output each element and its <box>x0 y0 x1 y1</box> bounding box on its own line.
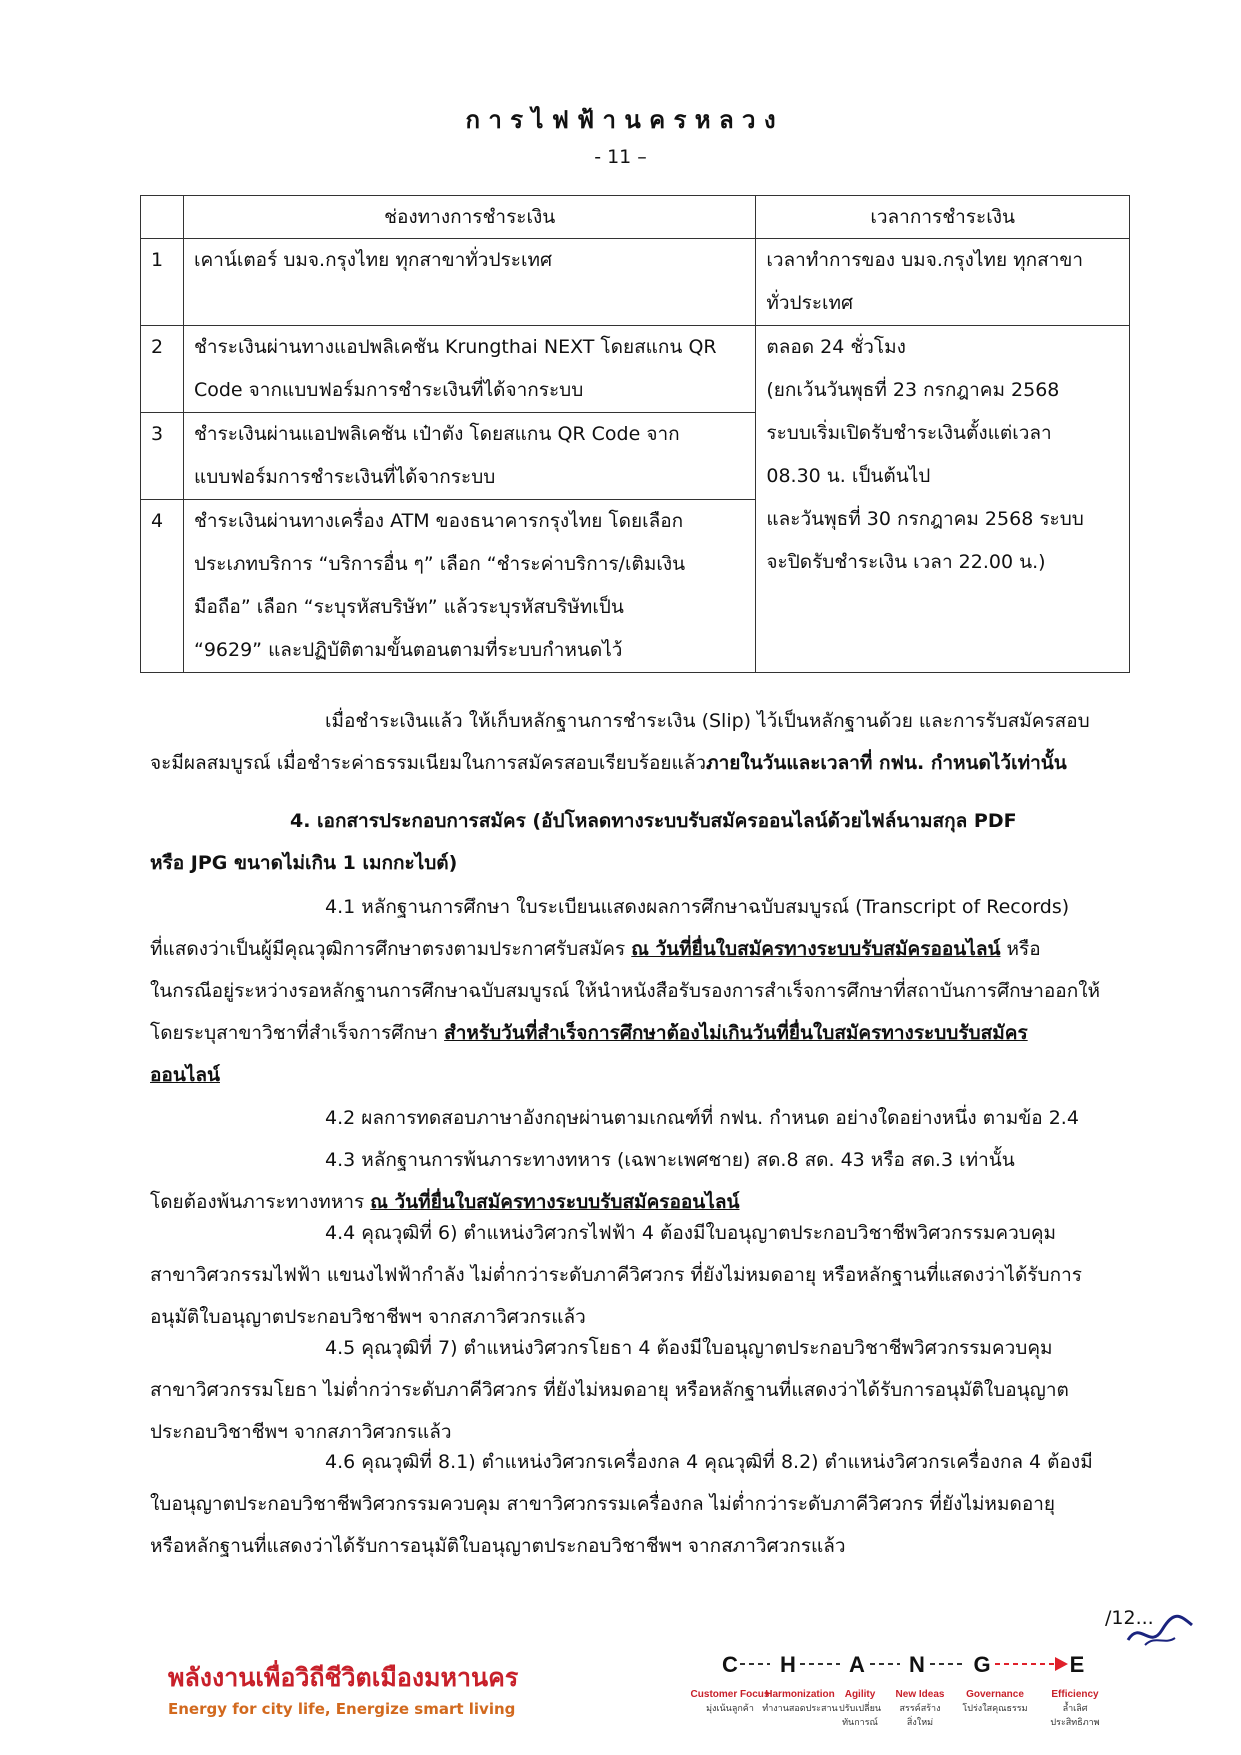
slip-paragraph <box>150 700 1160 784</box>
change-letter: H <box>780 1652 796 1677</box>
change-thai: มุ่งเน้นลูกค้า <box>706 1704 754 1714</box>
slogan-english: Energy for city life, Energize smart living <box>168 1700 516 1718</box>
table-header-no <box>141 196 184 239</box>
item-4-4 <box>150 1212 1160 1338</box>
time-line: จะปิดรับชำระเงิน เวลา 22.00 น.) <box>766 551 1046 573</box>
time-cell <box>756 239 1130 326</box>
text-line: 4.1 หลักฐานการศึกษา ใบระเบียนแสดงผลการศึกษาฉบับสมบูรณ์ (Transcript of Records) <box>325 896 1070 918</box>
change-thai: ล้ำเลิศ <box>1062 1704 1088 1714</box>
channel-cell <box>183 500 755 673</box>
change-label: Agility <box>844 1689 876 1700</box>
change-thai: ทันการณ์ <box>842 1718 878 1728</box>
section-4-heading <box>150 800 1160 884</box>
text-line: หรือหลักฐานที่แสดงว่าได้รับการอนุมัติใบอนุญาตประกอบวิชาชีพฯ จากสภาวิศวกรแล้ว <box>150 1535 846 1557</box>
change-thai: โปร่งใสคุณธรรม <box>962 1704 1028 1714</box>
channel-line: ชำระเงินผ่านแอปพลิเคชัน เป๋าตัง โดยสแกน QR Code จาก <box>193 423 680 445</box>
text-line: เมื่อชำระเงินแล้ว ให้เก็บหลักฐานการชำระเงิน (Slip) ไว้เป็นหลักฐานด้วย และการรับสมัครสอบ <box>325 710 1090 732</box>
channel-line: ประเภทบริการ “บริการอื่น ๆ” เลือก “ชำระค่าบริการ/เติมเงิน <box>193 553 686 575</box>
text-span: โดยระบุสาขาวิชาที่สำเร็จการศึกษา <box>150 1022 445 1044</box>
text-line: อนุมัติใบอนุญาตประกอบวิชาชีพฯ จากสภาวิศวกรแล้ว <box>150 1306 586 1328</box>
text-line: 4.3 หลักฐานการพ้นภาระทางทหาร (เฉพาะเพศชาย) สด.8 สด. 43 หรือ สด.3 เท่านั้น <box>325 1149 1015 1171</box>
text-span: จะมีผลสมบูรณ์ เมื่อชำระค่าธรรมเนียมในการสมัครสอบเรียบร้อยแล้ว <box>150 752 707 774</box>
slogan-thai: พลังงานเพื่อวิถีชีวิตเมืองมหานคร <box>168 1663 519 1692</box>
change-letter: A <box>849 1652 865 1677</box>
row-number: 4 <box>141 500 184 673</box>
channel-cell <box>183 413 755 500</box>
next-page-indicator: /12... <box>1105 1607 1154 1629</box>
channel-line: มือถือ” เลือก “ระบุรหัสบริษัท” แล้วระบุรหัสบริษัทเป็น <box>193 596 624 618</box>
change-values-logo <box>690 1645 1140 1740</box>
change-letter: N <box>909 1652 925 1677</box>
change-letter: C <box>722 1652 738 1677</box>
section-heading-line: 4. เอกสารประกอบการสมัคร (อัปโหลดทางระบบรับสมัครออนไลน์ด้วยไฟล์นามสกุล PDF <box>290 810 1017 832</box>
channel-cell <box>183 326 755 413</box>
section-heading-line: หรือ JPG ขนาดไม่เกิน 1 เมกกะไบต์) <box>150 852 458 874</box>
text-line: สาขาวิศวกรรมโยธา ไม่ต่ำกว่าระดับภาคีวิศวกร ที่ยังไม่หมดอายุ หรือหลักฐานที่แสดงว่าได้รับการอนุมัติใบอนุญาต <box>150 1379 1069 1401</box>
time-cell-merged <box>756 326 1130 673</box>
table-header-channel: ช่องทางการชำระเงิน <box>183 196 755 239</box>
channel-line: ชำระเงินผ่านทางเครื่อง ATM ของธนาคารกรุงไทย โดยเลือก <box>193 510 684 532</box>
payment-channel-table <box>140 195 1130 673</box>
text-line: 4.5 คุณวุฒิที่ 7) ตำแหน่งวิศวกรโยธา 4 ต้องมีใบอนุญาตประกอบวิชาชีพวิศวกรรมควบคุม <box>325 1337 1053 1359</box>
text-span: โดยต้องพ้นภาระทางทหาร <box>150 1191 371 1213</box>
arrow-icon <box>1055 1657 1068 1671</box>
item-4-2 <box>150 1097 1160 1139</box>
table-header-row <box>141 196 1130 239</box>
change-label: Customer Focus <box>690 1689 770 1700</box>
change-letter: E <box>1069 1652 1085 1677</box>
text-line <box>150 928 1160 970</box>
time-line: ระบบเริ่มเปิดรับชำระเงินตั้งแต่เวลา <box>766 422 1052 444</box>
change-label: Harmonization <box>765 1689 835 1700</box>
channel-line: “9629” และปฏิบัติตามขั้นตอนตามที่ระบบกำหนดไว้ <box>193 639 623 661</box>
organization-title: ก า ร ไ ฟ ฟ้ า น ค ร ห ล ว ง <box>465 106 776 134</box>
emphasis-text: สำหรับวันที่สำเร็จการศึกษาต้องไม่เกินวันที่ยื่นใบสมัครทางระบบรับสมัคร <box>444 1022 1028 1044</box>
item-4-3 <box>150 1139 1160 1223</box>
footer-slogan <box>168 1658 518 1718</box>
text-span: ที่แสดงว่าเป็นผู้มีคุณวุฒิการศึกษาตรงตามประกาศรับสมัคร <box>150 938 632 960</box>
change-thai: สิ่งใหม่ <box>906 1718 934 1728</box>
text-line: ประกอบวิชาชีพฯ จากสภาวิศวกรแล้ว <box>150 1421 452 1443</box>
text-line: ใบอนุญาตประกอบวิชาชีพวิศวกรรมควบคุม สาขาวิศวกรรมเครื่องกล ไม่ต่ำกว่าระดับภาคีวิศวกร ที่ยังไม่หมดอายุ <box>150 1493 1056 1515</box>
time-line: ตลอด 24 ชั่วโมง <box>766 336 906 358</box>
item-4-5 <box>150 1327 1160 1453</box>
emphasis-text: ภายในวันและเวลาที่ กฟน. กำหนดไว้เท่านั้น <box>706 752 1067 774</box>
change-thai: ปรับเปลี่ยน <box>839 1704 881 1714</box>
text-line: 4.4 คุณวุฒิที่ 6) ตำแหน่งวิศวกรไฟฟ้า 4 ต้องมีใบอนุญาตประกอบวิชาชีพวิศวกรรมควบคุม <box>325 1222 1057 1244</box>
time-line: และวันพุธที่ 30 กรกฎาคม 2568 ระบบ <box>766 508 1084 530</box>
text-line: 4.2 ผลการทดสอบภาษาอังกฤษผ่านตามเกณฑ์ที่ กฟน. กำหนด อย่างใดอย่างหนึ่ง ตามข้อ 2.4 <box>325 1107 1079 1129</box>
text-line <box>150 742 1160 784</box>
change-thai: ทำงานสอดประสาน <box>762 1704 838 1714</box>
emphasis-text: ณ วันที่ยื่นใบสมัครทางระบบรับสมัครออนไลน์ <box>631 938 1001 960</box>
table-row <box>141 239 1130 326</box>
channel-line: แบบฟอร์มการชำระเงินที่ได้จากระบบ <box>193 466 496 488</box>
change-label: Governance <box>966 1689 1024 1700</box>
time-line: (ยกเว้นวันพุธที่ 23 กรกฎาคม 2568 <box>766 379 1060 401</box>
channel-line: เคาน์เตอร์ บมจ.กรุงไทย ทุกสาขาทั่วประเทศ <box>193 249 553 271</box>
time-line: ทั่วประเทศ <box>766 292 854 314</box>
change-thai: สรรค์สร้าง <box>899 1704 941 1714</box>
row-number: 3 <box>141 413 184 500</box>
item-4-6 <box>150 1441 1160 1567</box>
page-number: - 11 – <box>594 146 647 168</box>
table-row <box>141 326 1130 413</box>
channel-line: Code จากแบบฟอร์มการชำระเงินที่ได้จากระบบ <box>193 379 584 401</box>
change-letter: G <box>973 1652 991 1677</box>
channel-cell <box>183 239 755 326</box>
text-line: สาขาวิศวกรรมไฟฟ้า แขนงไฟฟ้ากำลัง ไม่ต่ำกว่าระดับภาคีวิศวกร ที่ยังไม่หมดอายุ หรือหลักฐานที่แสดงว่าได้รับการ <box>150 1264 1082 1286</box>
change-thai: ประสิทธิภาพ <box>1050 1718 1100 1728</box>
text-line: ออนไลน์ <box>150 1064 220 1086</box>
channel-line: ชำระเงินผ่านทางแอปพลิเคชัน Krungthai NEXT โดยสแกน QR <box>193 336 717 358</box>
emphasis-text: ณ วันที่ยื่นใบสมัครทางระบบรับสมัครออนไลน์ <box>370 1191 740 1213</box>
row-number: 1 <box>141 239 184 326</box>
change-label: Efficiency <box>1051 1689 1099 1700</box>
table-header-time: เวลาการชำระเงิน <box>756 196 1130 239</box>
text-line: 4.6 คุณวุฒิที่ 8.1) ตำแหน่งวิศวกรเครื่องกล 4 คุณวุฒิที่ 8.2) ตำแหน่งวิศวกรเครื่องกล 4 ต้องมี <box>325 1451 1093 1473</box>
change-label: New Ideas <box>895 1689 945 1700</box>
item-4-1 <box>150 886 1160 1096</box>
time-line: เวลาทำการของ บมจ.กรุงไทย ทุกสาขา <box>766 249 1084 271</box>
text-line: ในกรณีอยู่ระหว่างรอหลักฐานการศึกษาฉบับสมบูรณ์ ให้นำหนังสือรับรองการสำเร็จการศึกษาที่สถาบันการศึกษาออกให้ <box>150 980 1101 1002</box>
time-line: 08.30 น. เป็นต้นไป <box>766 465 931 487</box>
text-span: หรือ <box>1000 938 1041 960</box>
row-number: 2 <box>141 326 184 413</box>
text-line <box>150 1012 1160 1054</box>
